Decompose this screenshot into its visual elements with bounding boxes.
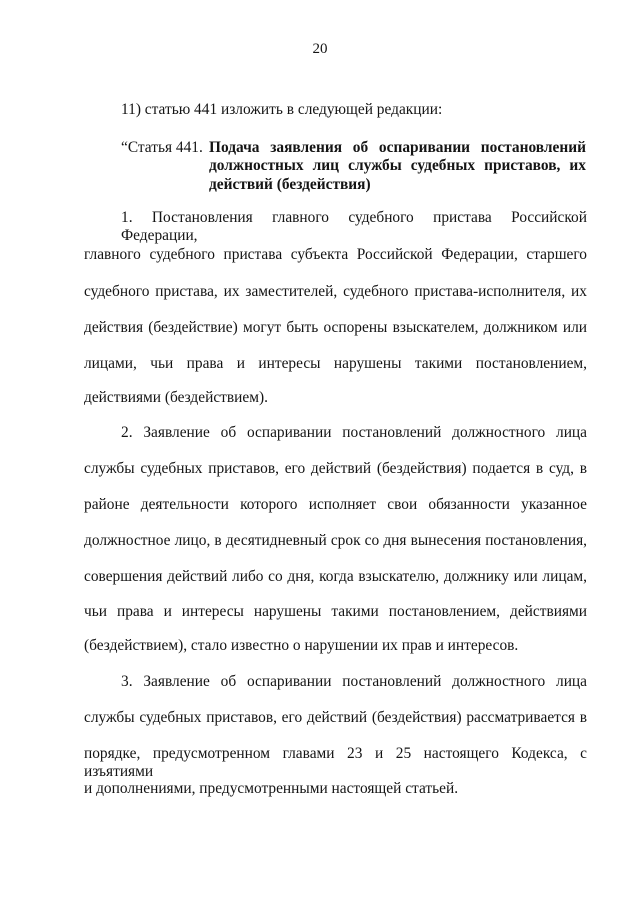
paragraph-1-line-4: действия (бездействие) могут быть оспорены взыскателем, должником или	[84, 319, 587, 336]
paragraph-3-line-1: 3. Заявление об оспаривании постановлений должностного лица	[121, 673, 587, 690]
paragraph-2-line-5: совершения действий либо со дня, когда взыскателю, должнику или лицам,	[84, 568, 587, 585]
paragraph-2-line-2: службы судебных приставов, его действий (бездействия) подается в суд, в	[84, 460, 587, 477]
paragraph-2-line-6: чьи права и интересы нарушены такими постановлением, действиями	[84, 603, 587, 620]
paragraph-1-line-6: действиями (бездействием).	[84, 389, 268, 406]
article-title-line-2: должностных лиц службы судебных приставов, их	[209, 157, 586, 174]
paragraph-2-line-3: районе деятельности которого исполняет свои обязанности указанное	[84, 496, 587, 513]
paragraph-2-line-7: (бездействием), стало известно о нарушении их прав и интересов.	[84, 637, 519, 654]
amendment-intro: 11) статью 441 изложить в следующей редакции:	[121, 101, 443, 118]
page-number: 20	[312, 41, 328, 57]
article-title-line-3: действий (бездействия)	[209, 176, 371, 193]
paragraph-1-line-2: главного судебного пристава субъекта Российской Федерации, старшего	[84, 246, 587, 263]
paragraph-2-line-4: должностное лицо, в десятидневный срок со дня вынесения постановления,	[84, 532, 587, 549]
paragraph-3-line-3: порядке, предусмотренном главами 23 и 25 настоящего Кодекса, с изъятиями	[84, 745, 587, 780]
article-label: “Статья 441.	[121, 139, 203, 156]
paragraph-1-line-5: лицами, чьи права и интересы нарушены такими постановлением,	[84, 355, 587, 372]
paragraph-3-line-4: и дополнениями, предусмотренными настоящей статьей.	[84, 780, 459, 797]
paragraph-2-line-1: 2. Заявление об оспаривании постановлений должностного лица	[121, 424, 587, 441]
paragraph-1-line-3: судебного пристава, их заместителей, судебного пристава-исполнителя, их	[84, 283, 587, 300]
paragraph-3-line-2: службы судебных приставов, его действий (бездействия) рассматривается в	[84, 709, 587, 726]
paragraph-1-line-1: 1. Постановления главного судебного пристава Российской Федерации,	[121, 209, 587, 244]
article-title-line-1: Подача заявления об оспаривании постановлений	[209, 139, 586, 156]
